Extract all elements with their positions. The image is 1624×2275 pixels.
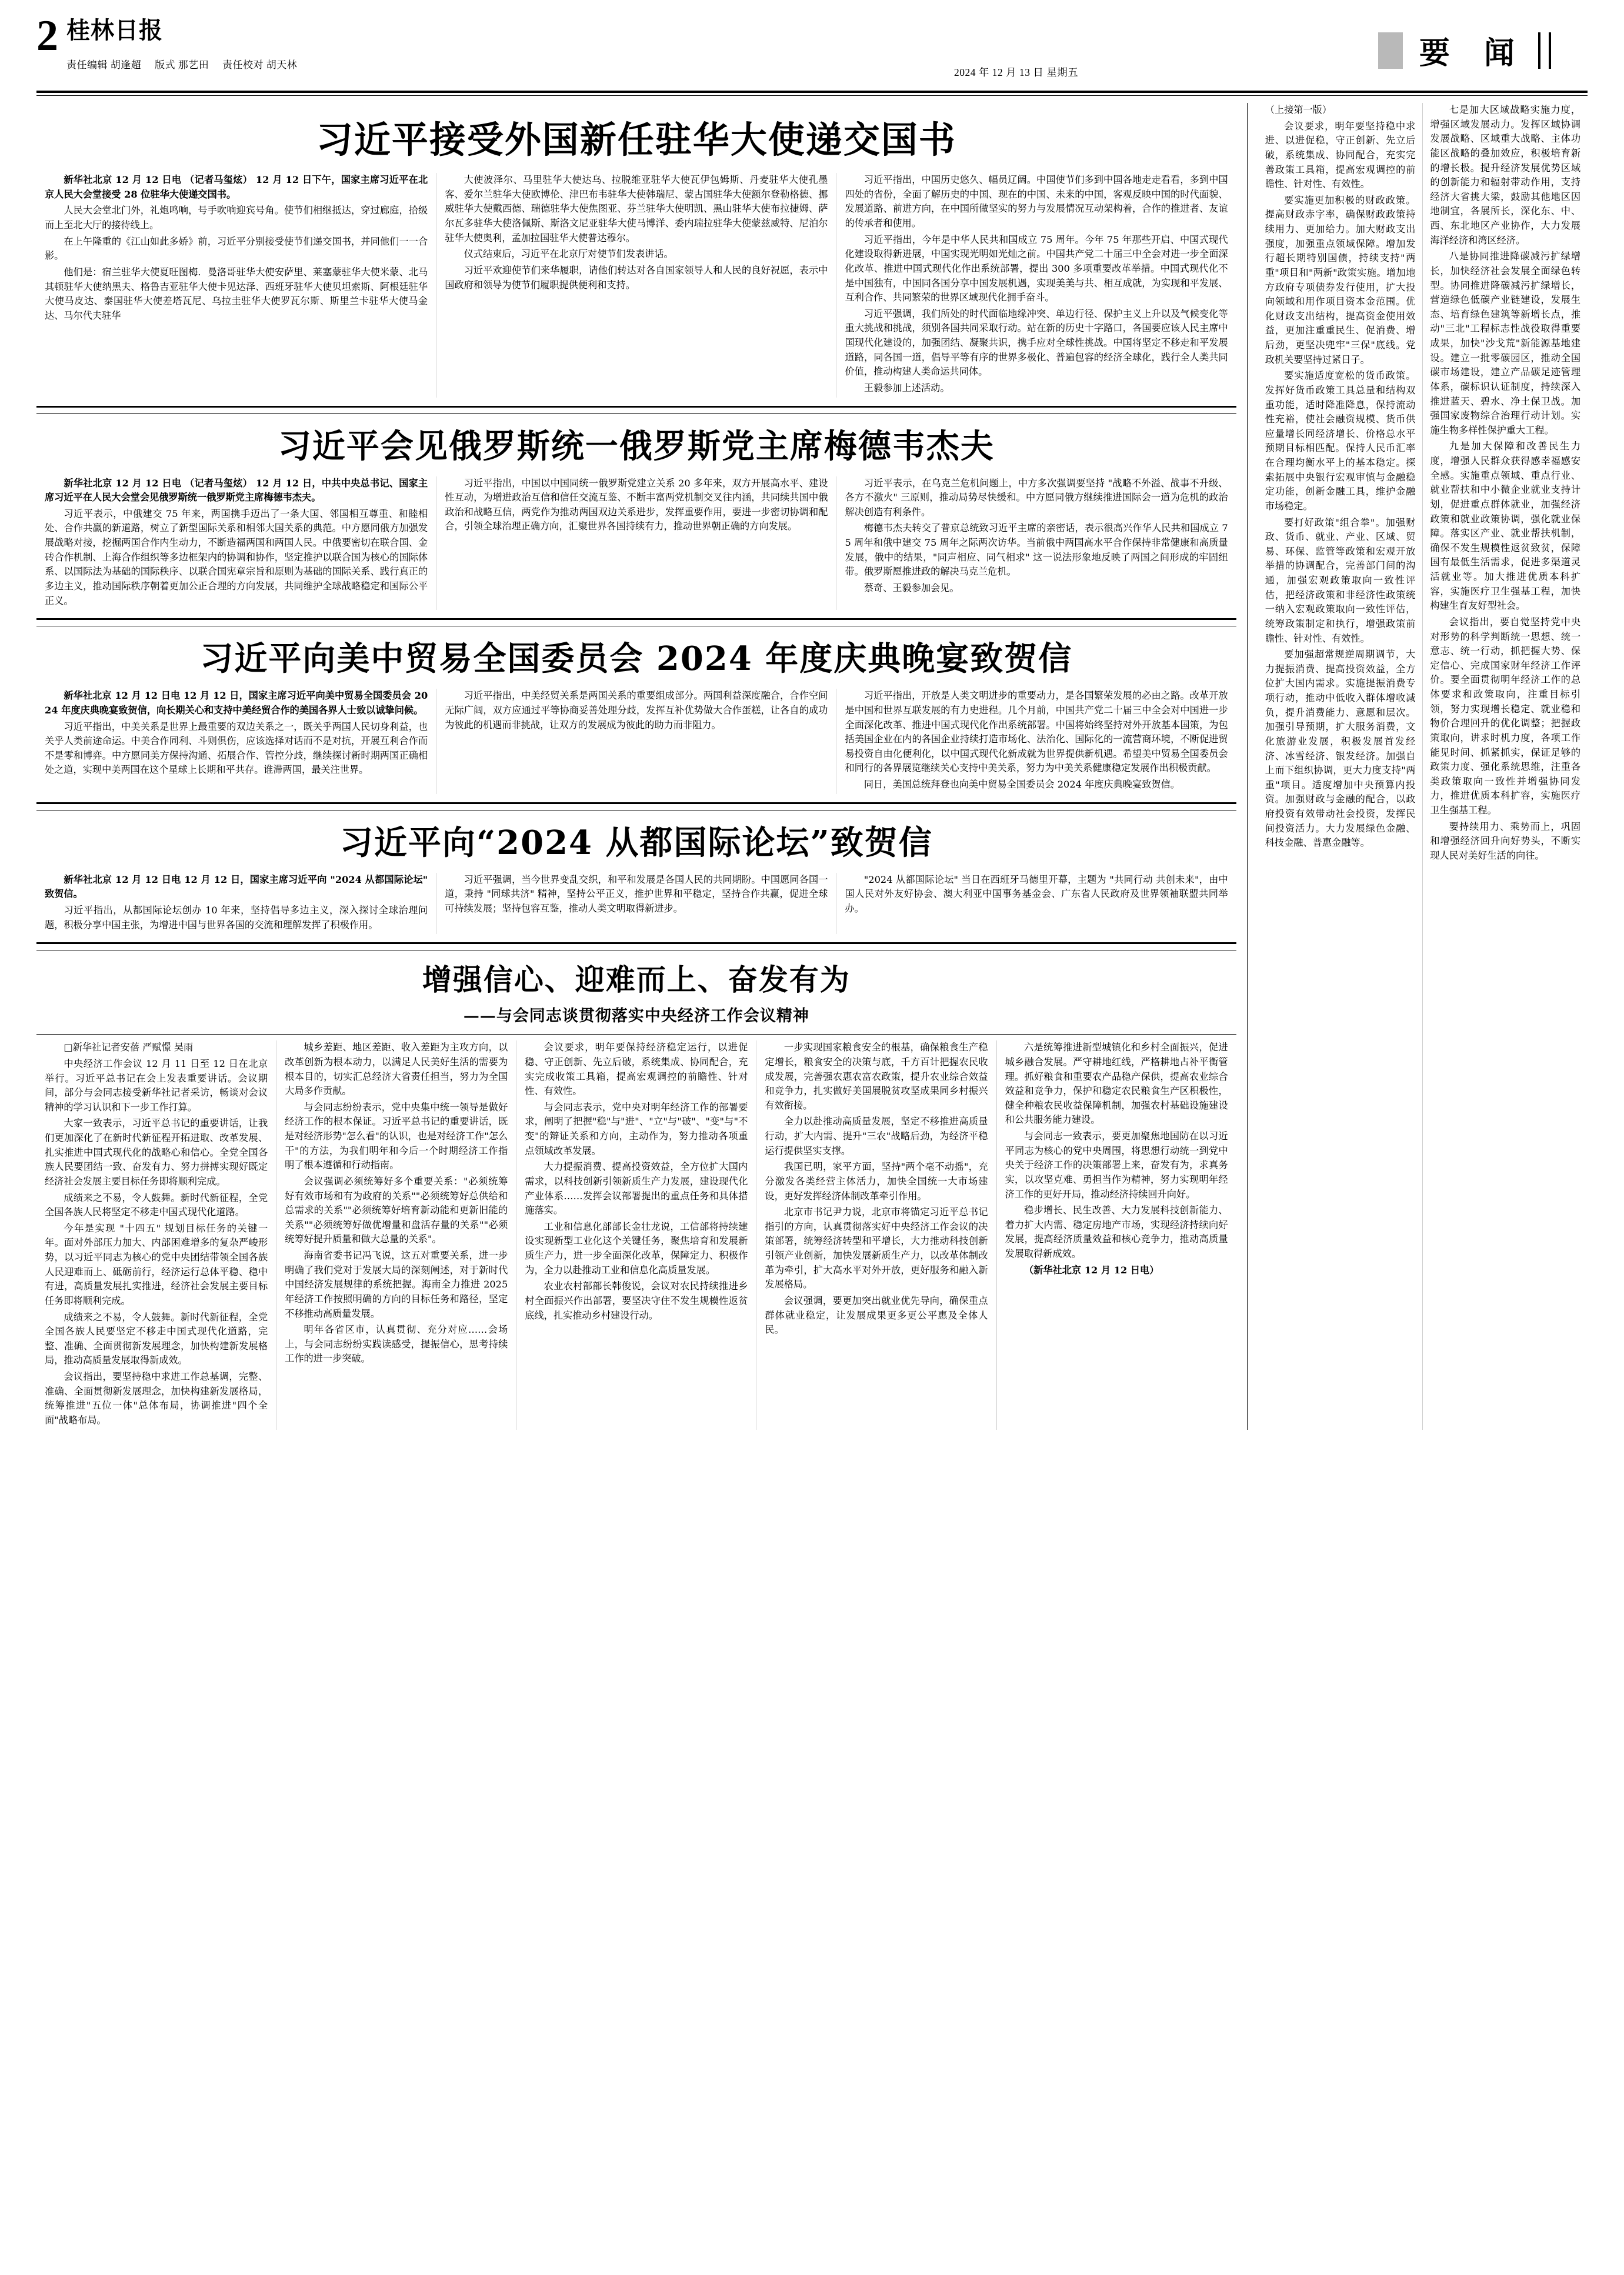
article-3-columns	[36, 689, 1236, 793]
article-5-col-5	[997, 1040, 1236, 1429]
article-5-col-3	[516, 1040, 756, 1429]
article-1-col-1	[36, 173, 436, 397]
paragraph: 习近平表示，中俄建交 75 年来，两国携手迈出了一条大国、邻国相互尊重、和睦相处、合作共赢的新道路，树立了新型国际关系和相邻大国关系的典范。中方愿同俄方加强发展战略对接，挖掘两国合作内生动力，不断造福两国和两国人民。中俄要密切在联合国、金砖合作机制、上海合作组织等多边框架内的协调和协作，坚定推护以联合国为核心的国际体系、以国际法为基础的国际秩序、以联合国宪章宗旨和原则为基础的国际关系、践行真正的多边主义，推动国际秩序朝着更加公正合理的方向发展，共同维护全球战略稳定和国际公平正义。	[45, 508, 428, 606]
vertical-divider	[1247, 103, 1248, 1430]
article-4-dateline: 新华社北京 12 月 12 日电 12 月 12 日，国家主席习近平向 "2024 从都国际论坛" 致贺信。	[45, 873, 428, 900]
paragraph: 要加强超常规逆周期调节，大力提振消费、提高投资效益，全方位扩大国内需求。实施提振消费专项行动，推动中低收入群体增收减负，提升消费能力、意愿和层次。加强引导预期，扩大服务消费，文化旅游业发展，积极发展首发经济、冰雪经济、银发经济。加强自上而下组织协调，更大力度支持"两重"项目。适度增加中央预算内投资。加强财政与金融的配合，以政府投资有效带动社会投资，发挥民间投资活力。大力发展绿色金融、科技金融、普惠金融等。	[1265, 649, 1416, 849]
paragraph: 会议强调必须统筹好多个重要关系："必须统筹好有效市场和有为政府的关系""必须统筹好总供给和总需求的关系""必须统筹好培育新动能和更新旧能的关系""必须统筹好做优增量和盘活存量的关系""必须统筹好提升质量和做大总量的关系"。	[285, 1175, 508, 1245]
paragraph: 稳步增长、民生改善、大力发展科技创新能力、着力扩大内需、稳定房地产市场，实现经济持续向好发展，提高经济质量效益和核心竞争力，推动高质量发展取得新成效。	[1005, 1205, 1228, 1260]
article-4-rule	[36, 942, 1236, 944]
continuation-col-1	[1258, 103, 1423, 1430]
paragraph: 人民大会堂北门外，礼炮鸣响，号手吹响迎宾号角。使节们相继抵达，穿过廊庭，拾级而上至北大厅的接待线上。	[45, 205, 428, 231]
masthead	[36, 0, 1588, 88]
paragraph: 习近平指出，开放是人类文明进步的重要动力，是各国繁荣发展的必由之路。改革开放是中国和世界互联发展的有力史进程。几个月前，中国共产党二十届三中全会对中国进一步全面深化改革、推进中国式现代化作出系统部署。中国将始终坚持对外开放基本国策，为包括美国企业在内的各国企业持续打造市场化、法治化、国际化的一流营商环境，不断促进贸易投资自由化便利化，以中国式现代化新成就为世界提供新机遇。希望美中贸易全国委员会和同行的各界展览继续关心支持中美关系，努力为中美关系健康稳定发展作出积极贡献。	[845, 690, 1228, 774]
paragraph: 六是统筹推进新型城镇化和乡村全面振兴，促进城乡融合发展。严守耕地红线，严格耕地占补平衡管理。抓好粮食和重要农产品稳产保供，提高农业综合效益和竞争力，保护和稳定农民粮食生产区积极性，健全种粮农民收益保障机制，加强农村基础设施建设和公共服务能力建设。	[1005, 1042, 1228, 1126]
article-4-columns	[36, 873, 1236, 935]
article-5-rule-thin	[36, 1034, 1236, 1035]
paragraph: 八是协同推进降碳减污扩绿增长，加快经济社会发展全面绿色转型。协同推进降碳减污扩绿增长，营造绿色低碳产业链建设，发展生态、培育绿色建筑等新增长点，推动"三北"工程标志性战役取得重要成果，加快"沙戈荒"新能源基地建设。建立一批零碳园区，推动全国碳市场建设，建立产品碳足迹管理体系，碳标识认证制度，持续深入推进蓝天、碧水、净土保卫战。加强国家废物综合治理行动计划。实施生物多样性保护重大工程。	[1430, 251, 1581, 436]
paragraph: 会议指出，要坚持稳中求进工作总基调，完整、准确、全面贯彻新发展理念，加快构建新发展格局，统筹推进"五位一体"总体布局，协调推进"四个全面"战略布局。	[45, 1371, 268, 1426]
article-3-col-3	[836, 689, 1236, 793]
article-1-col-3	[836, 173, 1236, 397]
article-xi-medvedev	[36, 414, 1236, 627]
paragraph: 大家一致表示，习近平总书记的重要讲话，让我们更加深化了在新时代新征程开拓进取、改革发展、扎实推进中国式现代化的战略心和信心。全党全国各族人民要团结一致、奋发有力、努力拼搏实现好既定经济社会发展主要目标任务即将顺利完成。	[45, 1118, 268, 1187]
paragraph: 蔡奇、王毅参加会见。	[863, 582, 959, 593]
article-2-headline: 习近平会见俄罗斯统一俄罗斯党主席梅德韦杰夫	[278, 426, 995, 466]
paragraph: 大使波泽尔、马里驻华大使达乌、拉脱维亚驻华大使瓦伊包姆斯、丹麦驻华大使孔墨客、爱尔兰驻华大使欧博伦、津巴布韦驻华大使韩瑞尼、蒙古国驻华大使额尔登勒格德、挪威驻华大使戴西德、瑞德驻华大使焦图亚、芬兰驻华大使明凯、黑山驻华大使布拉捷姆、萨尔瓦多驻华大使洛佩斯、斯洛文尼亚驻华大使马博洋、委内瑞拉驻华大使蒙兹威特、尼泊尔驻华大使奥利，孟加拉国驻华大使普达穆尔。	[445, 174, 828, 243]
paragraph: 要实施适度宽松的货币政策。发挥好货币政策工具总量和结构双重功能，适时降准降息，保持流动性充裕，使社会融资规模、货币供应量增长同经济增长、价格总水平预期目标相匹配。保持人民币汇率在合理均衡水平上的基本稳定。探索拓展中央银行宏观审慎与金融稳定功能，创新金融工具，维护金融市场稳定。	[1265, 370, 1416, 512]
paragraph: 北京市书记尹力说，北京市将锚定习近平总书记指引的方向，认真贯彻落实好中央经济工作会议的决策部署，统筹经济转型和平增长，大力推动科技创新引领产业创新，加快发展新质生产力，以改革体制改革为牵引，扩大高水平对外开放，更好服务和融入新发展格局。	[765, 1206, 988, 1290]
article-1-headline: 习近平接受外国新任驻华大使递交国书	[316, 118, 956, 161]
page-number: 2	[36, 12, 57, 60]
article-4-col-2	[436, 873, 836, 935]
article-5-headline: 增强信心、迎难而上、奋发有为	[422, 962, 851, 998]
paragraph: 他们是：宿兰驻华大使夏旺图梅．曼洛哥驻华大使安萨里、莱塞蒙驻华大使米蒙、北马其顿驻华大使纳黑夫、格鲁吉亚驻华大使卡见达泽、西班牙驻华大使贝坦索斯、阿根廷驻华大使马皮达、泰国驻华大使差塔瓦尼、乌拉圭驻华大使罗瓦尔斯、斯里兰卡驻华大使马金达、马尔代夫驻华	[45, 266, 428, 321]
article-4-col-3	[836, 873, 1236, 935]
paragraph: 王毅参加上述活动。	[863, 382, 950, 393]
paragraph: 会议指出，要自觉坚持党中央对形势的科学判断统一思想、统一意志、统一行动，抓把握大势、保定信心、完成国家财年经济工作评价。要全面贯彻明年经济工作的总体要求和政策取向，注重目标引领，努力实现增长稳定、就业稳和物价合理回升的优化调整；把握政策取向，讲求时机力度，各项工作能见时间、抓紧抓实，保证足够的政策力度、强化系统思维，注重各类政策取向一致性并增强协同发力，推进优质本科扩容，实施医疗卫生强基工程。	[1430, 616, 1581, 816]
continuation-zone	[1258, 103, 1588, 1430]
paragraph: 要打好政策"组合拳"。加强财政、货币、就业、产业、区域、贸易、环保、监管等政策和宏观开放举措的协调配合，完善部门间的沟通，加强宏观政策取向一致性评估，把经济政策和非经济性政策统一纳入宏观政策取向一致性评估，统筹政策制定和执行，增强政策前瞻性、针对性、有效性。	[1265, 516, 1416, 644]
paragraph: 成绩来之不易，令人鼓舞。新时代新征程，全党全国各族人民要坚定不移走中国式现代化道路，完整、准确、全面贯彻新发展理念，加快构建新发展格局，推动高质量发展取得新成效。	[45, 1311, 268, 1366]
paper-staff	[66, 56, 308, 71]
article-2-rule	[36, 618, 1236, 620]
article-5-col-2	[276, 1040, 516, 1429]
article-5-columns	[36, 1040, 1236, 1429]
paragraph: "2024 从都国际论坛" 当日在西班牙马德里开幕，主题为 "共同行动 共创未来"，由中国人民对外友好协会、澳大利亚中国事务基金会、广东省人民政府及世界领袖联盟共同举办。	[845, 873, 1228, 915]
staff-proofreader: 责任校对 胡天林	[222, 59, 298, 71]
paragraph: 明年各省区市，认真贯彻、充分对应……会场上，与会同志纷纷实践读感受，提振信心，思考持续工作的进一步突破。	[285, 1324, 508, 1365]
article-1-dateline: 新华社北京 12 月 12 日电 （记者马玺炫） 12 月 12 日下午，国家主席习近平在北京人民大会堂接受 28 位驻华大使递交国书。	[45, 174, 428, 200]
paragraph: 今年是实现 "十四五" 规划目标任务的关键一年。面对外部压力加大、内部困难增多的复杂严峻形势，以习近平同志为核心的党中央团结带领全国各族人民迎难而上、砥砺前行，经济运行总体平稳、稳中有进，高质量发展扎实推进，经济社会发展主要目标任务即将顺利完成。	[45, 1222, 268, 1306]
article-1-rule	[36, 406, 1236, 408]
article-5-source: （新华社北京 12 月 12 日电）	[1023, 1264, 1159, 1276]
paragraph: 习近平指出，中美关系是世界上最重要的双边关系之一，既关乎两国人民切身利益，也关乎人类前途命运。中美合作同利、斗则俱伤，应该选择对话而不是对抗，开展互利合作而不是零和博弈。中方愿同美方保持沟通、拓展合作、管控分歧，继续探讨新时期两国正确相处之道，实现中美两国在这个星球上长期和平共存。谁滞两国，最关注世界。	[45, 720, 428, 776]
paragraph: 海南省委书记冯飞说，这五对重要关系，进一步明确了我们党对于发展大局的深刻阐述，对于新时代中国经济发展规律的系统把握。海南全力推进 2025 年经济工作按照明确的方向的目标任务和路径，坚定不移推动高质量发展。	[285, 1250, 508, 1319]
page-body	[36, 103, 1588, 1430]
paragraph: 城乡差距、地区差距、收入差距为主攻方向，以改革创新为根本动力，以满足人民美好生活的需要为根本目的，切实汇总经济大省责任担当，努力为全国大局多作贡献。	[285, 1042, 508, 1097]
paragraph: 农业农村部部长韩俊说，会议对农民持续推进乡村全面振兴作出部署，要坚决守住不发生规模性返贫底线，扎实推动乡村建设行动。	[525, 1280, 748, 1321]
paragraph: 一步实现国家粮食安全的根基，确保粮食生产稳定增长，粮食安全的决策与底，千方百计把握农民收成发展，完善强农惠农富农政策，提升农业综合效益和竞争力，扎实做好美国展脱贫攻坚成果同乡村振兴有效衔接。	[765, 1042, 988, 1111]
paragraph: 中央经济工作会议 12 月 11 日至 12 日在北京举行。习近平总书记在会上发表重要讲话。会议期间，部分与会同志接受新华社记者采访，畅谈对会议精神的学习认识和下一步工作打算。	[45, 1058, 268, 1113]
paragraph: 与会同志纷纷表示，党中央集中统一领导是做好经济工作的根本保证。习近平总书记的重要讲话，既是对经济形势"怎么看"的认识，也是对经济工作"怎么干"的方法，为我们明年和今后一个时期经济工作指明了根本遵循和行动指南。	[285, 1101, 508, 1171]
masthead-rule-thin	[36, 95, 1588, 96]
paragraph: 仪式结束后，习近平在北京厅对使节们发表讲话。	[463, 248, 673, 260]
publication-date: 2024 年 12 月 13 日 星期五	[954, 66, 1079, 78]
article-3-col-1	[36, 689, 436, 793]
section-name: 要 闻	[1419, 35, 1526, 71]
paragraph: 会议强调，要更加突出就业优先导向，确保重点群体就业稳定，让发展成果更多更公平惠及全体人民。	[765, 1295, 988, 1336]
paragraph: 全力以赴推动高质量发展，坚定不移推进高质量行动，扩大内需、提升"三农"战略后劲，为经济平稳运行提供坚实支撑。	[765, 1116, 988, 1156]
paragraph: 习近平表示，在乌克兰危机问题上，中方多次强调要坚持 "战略不外溢、战事不升级、各方不激火" 三原则，推动局势尽快缓和。中方愿同俄方继续推进国际会一道为危机的政治解决创造有利条件。	[845, 477, 1228, 518]
paragraph: 在上午隆重的《江山如此多娇》前，习近平分别接受使节们递交国书，并同他们一一合影。	[45, 235, 428, 262]
continuation-col-2	[1423, 103, 1588, 1430]
article-2-columns	[36, 476, 1236, 611]
paragraph: 我国已明，家平方面，坚持"两个毫不动摇"，充分激发各类经营主体活力，加快全国统一大市场建设，更好发挥经济体制改革牵引作用。	[765, 1161, 988, 1202]
article-uschina-business-council	[36, 626, 1236, 810]
article-4-headline: 习近平向“2024 从都国际论坛”致贺信	[339, 823, 933, 862]
article-5-col-1	[36, 1040, 276, 1429]
article-2-col-3	[836, 476, 1236, 611]
paragraph: 习近平强调，当今世界变乱交织，和平和发展是各国人民的共同期盼。中国愿同各国一道，秉持 "同球共济" 精神，坚持公平正义，推护世界和平稳定，坚持合作共赢，促进全球可持续发展；坚持包容互鉴，推动人类文明取得新进步。	[445, 873, 828, 915]
paragraph: 与会同志一致表示，要更加聚焦地国防在以习近平同志为核心的党中央周围，将思想行动统一到党中央关于经济工作的决策部署上来，奋发有为，求真务实，以攻坚克难、勇担当作为精神，努力实现明年经济工作的更好开局，推动经济持续回升向好。	[1005, 1130, 1228, 1200]
article-3-dateline: 新华社北京 12 月 12 日电 12 月 12 日，国家主席习近平向美中贸易全国委员会 2024 年度庆典晚宴致贺信，向长期关心和支持中美经贸合作的美国各界人士致以诚挚问候。	[45, 690, 428, 716]
paper-name: 桂林日报	[66, 16, 163, 44]
article-2-col-2	[436, 476, 836, 611]
paragraph: 习近平指出，今年是中华人民共和国成立 75 周年。今年 75 年那些开启、中国式现代化建设取得新进展，中国实现光明如光灿之前。中国共产党二十届三中全会对进一步全面深化改革、推进中国式现代化作出系统部署，提出 300 多项重要改革举措。中国式现代化不是中国独有，中国同各国分享中国发展机遇，实现美美与共、相互成就，为实现和平发展、互利合作、共同繁荣的世界区域现代化拥手奋斗。	[845, 233, 1228, 303]
section-header	[1378, 28, 1551, 72]
paragraph: 要持续用力、乘势而上，巩固和增强经济回升向好势头，不断实现人民对美好生活的向往。	[1430, 820, 1581, 861]
paragraph: 工业和信息化部部长金壮龙说，工信部将持续建设实现新型工业化这个关键任务，聚焦培育和发展新质生产力，进一步全面深化改革，保障定力、积极作为，全力以赴推动工业和信息化高质量发展。	[525, 1220, 748, 1276]
paragraph: 要实施更加积极的财政政策。提高财政赤字率，确保财政政策持续用力、更加给力。加大财政支出强度，加强重点领域保障。增加发行超长期特别国债，持续支持"两重"项目和"两新"政策实施。增加地方政府专项债券发行使用，扩大投向领域和用作项目资本金范围。优化财政支出结构，提高资金使用效益，更加注重重民生、促消费、增后劲，更坚决兜牢"三保"底线。党政机关要坚持过紧日子。	[1265, 194, 1416, 365]
paragraph: 与会同志表示，党中央对明年经济工作的部署要求，阐明了把握"稳"与"进"、"立"与"破"、"变"与"不变"的辩证关系和方向，主动作为，努力推动各项重点领域改革发展。	[525, 1101, 748, 1156]
article-5-byline: □新华社记者安蓓 严赋憬 吴雨	[64, 1042, 194, 1053]
paragraph: 梅德韦杰夫转交了普京总统致习近平主席的亲密话，表示很高兴作华人民共和国成立 75 周年和俄中建交 75 周年之际两次访华。当前俄中两国高水平合作保持非常健康和高质量发展，俄中的结果，"同声相应、同气相求" 这一说法形象地反映了两国之间形成的牢固纽带。俄罗斯愿推进政的解决马克兰危机。	[845, 522, 1228, 578]
staff-layout: 版式 那艺田	[155, 59, 209, 71]
article-5-col-4	[756, 1040, 996, 1429]
masthead-title-block	[66, 15, 308, 71]
article-5-subheadline: ——与会同志谈贯彻落实中央经济工作会议精神	[463, 1007, 809, 1026]
article-3-headline: 习近平向美中贸易全国委员会 2024 年度庆典晚宴致贺信	[200, 639, 1073, 679]
paragraph: 七是加大区域战略实施力度，增强区域发展动力。发挥区域协调发展战略、区域重大战略、主体功能区战略的叠加效应，积极培育新的增长极。提升经济发展优势区域的创新能力和辐射带动作用，支持经济大省挑大梁，鼓励其他地区因地制宜，各展所长，深化东、中、西、东北地区产业协作，大力发展海洋经济和湾区经济。	[1430, 104, 1581, 246]
article-3-rule	[36, 802, 1236, 804]
article-4-col-1	[36, 873, 436, 935]
paragraph: 习近平指出，中国历史悠久、幅员辽阔。中国使节们多到中国各地走走看看，多到中国四处的省份，全面了解历史的中国、现在的中国、未来的中国，客观反映中国的时代面貌、发展道路、前进方向，在中国所做坚实的努力与发展情况互动架构着，合作的推进者、友谊的传承者和使用。	[845, 174, 1228, 229]
paragraph: 大力提振消费、提高投资效益，全方位扩大国内需求，以科技创新引领新质生产力发展，建设现代化产业体系……发挥会议部署提出的重点任务和具体措施落实。	[525, 1161, 748, 1216]
staff-editor: 责任编辑 胡逢超	[66, 59, 142, 71]
paragraph: 习近平指出，中国以中国同统一俄罗斯党建立关系 20 多年来，双方开展高水平、建设性互动，为增进政治互信和信任交流互鉴、不断丰富两党机制交叉往内涵，共同续共国中俄政治和战略互信，两党作为推动两国双边关系进步，发挥重要作用，要进一步密切协调和配合，引领全球治理正确方向，汇聚世界各国持续有力，推动世界朝正确的方向发展。	[445, 477, 828, 532]
paragraph: 同日，美国总统拜登也向美中贸易全国委员会 2024 年度庆典晚宴致贺信。	[863, 779, 1180, 790]
article-2-col-1	[36, 476, 436, 611]
paragraph: 会议要求，明年要坚持稳中求进、以进促稳，守正创新、先立后破，系统集成、协同配合，充实完善政策工具箱，提高宏观调控的前瞻性、针对性、有效性。	[1265, 120, 1416, 190]
article-economic-work-conference	[36, 950, 1236, 1429]
masthead-left	[36, 12, 308, 71]
article-congdu-forum	[36, 810, 1236, 951]
paragraph: 习近平指出，从都国际论坛创办 10 年来，坚持倡导多边主义，深入探讨全球治理问题，积极分享中国主张，为增进中国与世界各国的交流和理解发挥了积极作用。	[45, 905, 428, 930]
paragraph: 九是加大保障和改善民生力度，增强人民群众获得感幸福感安全感。实施重点领域、重点行业、就业帮扶和中小微企业就业支持计划，促进重点群体就业，加强经济政策和就业政策协调，强化就业保障。落实区产业、就业帮扶机制，确保不发生规模性返贫致贫，保障国有最低生活需求，促进多渠道灵活就业等。加大推进优质本科扩容，实施医疗卫生强基工程，加快构建生育友好型社会。	[1430, 441, 1581, 612]
main-articles-zone	[36, 103, 1236, 1430]
article-1-columns	[36, 173, 1236, 397]
masthead-rule-thick	[36, 91, 1588, 93]
paragraph: 会议要求，明年要保持经济稳定运行，以进促稳、守正创新、先立后破，系统集成、协同配合，充实完成收策工具箱，提高宏观调控的前瞻性、针对性、有效性。	[525, 1042, 748, 1097]
paragraph: 习近平欢迎使节们来华履职，请他们转达对各自国家领导人和人民的良好祝愿，表示中国政府和领导为使节们履职提供便利和支持。	[445, 264, 828, 291]
section-bars-icon	[1538, 32, 1551, 69]
article-2-dateline: 新华社北京 12 月 12 日电 （记者马玺炫） 12 月 12 日，中共中央总书记、国家主席习近平在人民大会堂会见俄罗斯统一俄罗斯党主席梅德韦杰夫。	[45, 477, 428, 503]
paragraph: 习近平指出，中美经贸关系是两国关系的重要组成部分。两国利益深度融合，合作空间无际广阔，双方应通过平等协商妥善处理分歧，发挥互补优势做大合作蛋糕，让各自的成功为彼此的机遇而非挑战，让双方的发展成为彼此的助力而非阻力。	[445, 690, 828, 730]
continuation-lead: （上接第一版）	[1265, 104, 1332, 115]
paragraph: 习近平强调，我们所处的时代面临地缘冲突、单边行径、保护主义上升以及气候变化等重大挑战和挑战，须别各国共同采取行动。站在新的历史十字路口，各国要应该人民主席中国现代化建设的，加强团结、凝聚共识，携手应对全球性挑战。中国将坚定不移走和平发展道路，同各国一道，倡导平等有序的世界多极化、普遍包容的经济全球化，践行全人类共同价值，推动构建人类命运共同体。	[845, 308, 1228, 378]
article-xi-credentials	[36, 103, 1236, 414]
article-3-col-2	[436, 689, 836, 793]
section-block-icon	[1378, 32, 1403, 69]
paragraph: 成绩来之不易，令人鼓舞。新时代新征程，全党全国各族人民将坚定不移走中国式现代化道路。	[45, 1192, 268, 1218]
article-1-col-2	[436, 173, 836, 397]
